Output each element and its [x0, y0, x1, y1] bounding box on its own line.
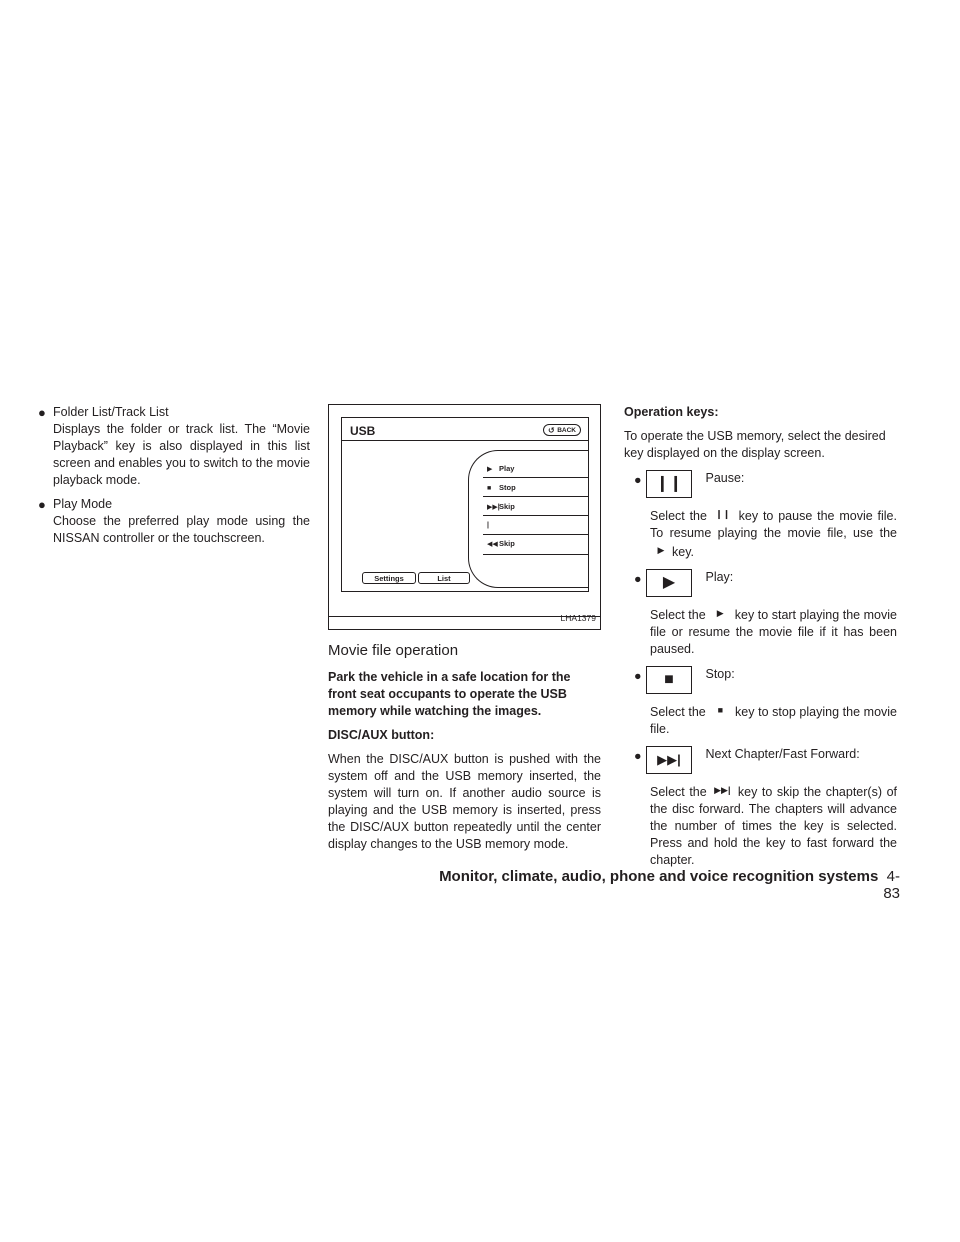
menu-label: Skip	[499, 502, 515, 511]
next-key-item	[624, 746, 897, 774]
list-item	[38, 404, 310, 489]
next-description: Select the ▶▶| key to skip the chapter(s) of the disc forward. The chapters will advance the number of times the key is selected. Press and hold the key to fast forward the chapter.	[650, 782, 897, 869]
bullet-icon: ●	[38, 405, 46, 420]
bullet-icon: ●	[38, 497, 46, 512]
menu-label: Skip	[499, 539, 515, 548]
stop-key	[646, 666, 692, 694]
screen-title: USB	[350, 424, 376, 438]
figure-label: LHA1379	[560, 613, 596, 623]
pause-description: Select the ❙❙ key to pause the movie file. To resume playing the movie file, use the ▶ key.	[650, 506, 897, 561]
usb-screen-figure	[328, 404, 601, 630]
page-footer	[430, 868, 900, 902]
menu-panel	[468, 450, 588, 588]
play-icon: ▶	[662, 574, 676, 591]
usb-screen	[341, 417, 589, 592]
play-key-item	[624, 569, 897, 597]
figure-separator	[329, 616, 600, 617]
menu-label: Stop	[499, 483, 516, 492]
item-text: Displays the folder or track list. The “Movie Playback” key is also displayed in this list screen and enables you to switch to the movie playback mode.	[53, 422, 310, 487]
right-column	[624, 404, 897, 869]
back-label: BACK	[557, 427, 576, 434]
item-text: Choose the preferred play mode using the NISSAN controller or the touchscreen.	[53, 514, 310, 545]
item-title: Folder List/Track List	[53, 405, 169, 419]
menu-skip-back[interactable]	[483, 516, 588, 548]
list-item	[38, 496, 310, 547]
menu-play[interactable]	[483, 459, 588, 478]
skip-forward-icon: ▶▶|	[487, 504, 500, 511]
warning-text: Park the vehicle in a safe location for the front seat occupants to operate the USB memory while watching the images.	[328, 670, 571, 718]
keys-intro: To operate the USB memory, select the desired key displayed on the display screen.	[624, 429, 886, 460]
item-title: Play Mode	[53, 497, 113, 511]
play-icon: ▶	[716, 608, 724, 618]
pause-key	[646, 470, 692, 498]
skip-back-icon: |◀◀	[487, 522, 498, 548]
section-heading: Movie file operation	[328, 642, 459, 659]
play-key	[646, 569, 692, 597]
stop-icon: ■	[717, 705, 724, 715]
menu-label: Play	[499, 464, 515, 473]
bullet-icon: ●	[634, 669, 642, 683]
play-icon: ▶	[657, 545, 665, 555]
footer-title: Monitor, climate, audio, phone and voice recognition systems	[439, 868, 879, 885]
left-column	[38, 404, 310, 554]
middle-column	[328, 404, 601, 853]
stop-icon: ■	[664, 671, 674, 688]
key-label: Next Chapter/Fast Forward:	[705, 747, 860, 761]
menu-stop[interactable]	[483, 478, 588, 497]
keys-heading: Operation keys:	[624, 405, 719, 419]
menu-skip-forward[interactable]	[483, 497, 588, 516]
empty-row	[483, 554, 588, 555]
bullet-icon: ●	[634, 473, 642, 487]
back-button[interactable]	[543, 424, 581, 436]
key-label: Play:	[705, 570, 734, 584]
stop-key-item	[624, 666, 897, 694]
skip-forward-icon: ▶▶|	[714, 785, 731, 795]
play-description: Select the ▶ key to start playing the movie file or resume the movie file if it has been paused.	[650, 605, 897, 658]
skip-forward-icon: ▶▶|	[657, 752, 681, 767]
key-label: Stop:	[705, 667, 735, 681]
page-number: 4-83	[883, 868, 900, 902]
pause-icon: ❙❙	[715, 509, 731, 519]
bullet-icon: ●	[634, 749, 642, 763]
disc-heading: DISC/AUX button:	[328, 728, 435, 742]
pause-key-item	[624, 470, 897, 498]
back-arrow-icon: ↺	[548, 426, 555, 435]
settings-button[interactable]: Settings	[362, 572, 416, 584]
list-button[interactable]: List	[418, 572, 470, 584]
pause-icon: ❙❙	[655, 475, 683, 492]
key-label: Pause:	[705, 471, 745, 485]
next-chapter-key	[646, 746, 692, 774]
stop-icon: ■	[487, 485, 492, 492]
stop-description: Select the ■ key to stop playing the movie file.	[650, 702, 897, 738]
divider	[342, 440, 588, 441]
play-icon: ▶	[487, 466, 493, 473]
disc-text: When the DISC/AUX button is pushed with the system off and the USB memory inserted, the system will turn on. If another audio source is playing and the USB memory is inserted, press the DISC/AUX button repeatedly until the center display changes to the USB memory mode.	[328, 752, 601, 851]
bullet-icon: ●	[634, 572, 642, 586]
